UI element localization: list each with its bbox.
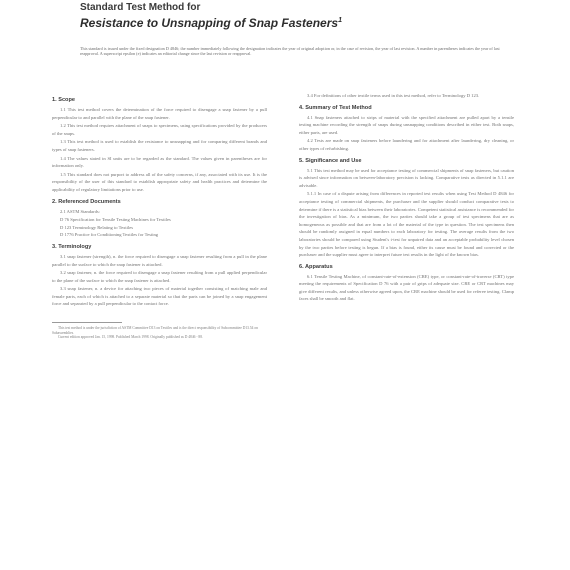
- paragraph: 1.2 This test method requires attachment of snaps to specimens, using specifications provided by the producers of the snaps.: [52, 123, 267, 136]
- paragraph: 5.1.1 In case of a dispute arising from differences in reported test results when using Test Method D 4846 for acceptance testing of commercial shipments, the purchaser and the supplier should conduct comparative tests to determine if there is a statistical bias between their laboratories. Competent statistical assistance is recommended for the investigation of bias. As a minimum, the two parties should take a group of test specimens that are as homogeneous as possible and that are from a lot of the material of the type in question. The test specimens then should be randomly assigned in equal numbers to each laboratory for testing. The average results from the two laboratories should be compared using Student's t-test for unpaired data and an acceptable probability level chosen by the two parties before testing is begun. If a bias is found, either its cause must be found and corrected or the purchaser and the supplier must agree to interpret future test results in the light of the known bias.: [299, 191, 514, 258]
- paragraph: 3.2 snap fastener, n. the force required to disengage a snap fastener resulting from a pull applied perpendicular to the plane of the surface to which the snap fastener is attached.: [52, 270, 267, 283]
- reference-item: D 123 Terminology Relating to Textiles: [60, 224, 134, 230]
- document-title: [80, 13, 500, 31]
- paragraph: 6.1 Tensile Testing Machine, of constant-rate-of-extension (CRE) type, or constant-rate-of-traverse (CRT) type meeting the requirements of Specification D 76 with a pair of grips of adequate size. CRE or CRT machines may give different results, and unless otherwise agreed upon, the CRE machine should be used for referee testing. Clamp faces shall be smooth and flat.: [299, 273, 514, 302]
- footnote: This test method is under the jurisdiction of ASTM Committee D13 on Textiles and is the direct responsibility of Subcommittee D13.54 on Subassemblies.: [52, 326, 258, 335]
- paragraph: 2.1 ASTM Standards:: [60, 208, 100, 214]
- paragraph: 3.4 For definitions of other textile terms used in this test method, refer to Terminology D 123.: [307, 93, 480, 98]
- paragraph: 3.3 snap fastener, n. a device for attaching two pieces of material together consisting of matching male and female parts, each of which is attached to a separate material so that the parts can be joined by a snap engagement force and separated by a pull perpendicular to the contact force.: [52, 286, 267, 307]
- left-column: [52, 92, 267, 566]
- right-column: [299, 92, 514, 566]
- paragraph: 4.2 Tests are made on snap fasteners before laundering and for attachment after laundering, dry cleaning, or other types of refurbishing.: [299, 138, 514, 151]
- section-heading: 3. Terminology: [52, 243, 92, 250]
- title-block: [80, 2, 500, 31]
- document-title-text: Resistance to Unsnapping of Snap Fasteners: [80, 16, 339, 30]
- section-heading: 6. Apparatus: [299, 263, 333, 270]
- reference-item: D 76 Specification for Tensile Testing Machines for Textiles: [60, 217, 171, 223]
- reference-item: D 1776 Practice for Conditioning Textiles for Testing: [60, 232, 159, 238]
- footnote: Current edition approved Jan. 15, 1998. Published March 1998. Originally published as D 4846 - 88.: [58, 335, 203, 340]
- section-heading: 5. Significance and Use: [299, 157, 362, 164]
- paragraph: 1.4 The values stated in SI units are to be regarded as the standard. The values given in parentheses are for information only.: [52, 155, 267, 169]
- paragraph: 1.1 This test method covers the determination of the force required to disengage a snap fastener by a pull perpendicular to and parallel with the plane of the snap fastener.: [52, 107, 267, 120]
- section-heading: 4. Summary of Test Method: [299, 104, 372, 111]
- section-heading: 1. Scope: [52, 97, 76, 103]
- section-heading: 2. Referenced Documents: [52, 198, 121, 205]
- title-footnote-mark: 1: [338, 17, 342, 24]
- paragraph: 1.3 This test method is used to establish the resistance to unsnapping and for comparing different brands and types of snap fasteners.: [52, 139, 267, 152]
- footnote-rule: [52, 322, 122, 323]
- paragraph: 3.1 snap fastener (strength), n. the force required to disengage a snap fastener resulting from a pull in the plane parallel to the surface to which the snap fastener is attached.: [52, 253, 267, 267]
- paragraph: 4.1 Snap fasteners attached to strips of material with the specified attachment are pulled apart by a tensile testing machine recording the strength of snaps during unsnapping conditions described in either test. Both snaps, either parts, are used.: [299, 114, 514, 135]
- designation-note: This standard is issued under the fixed designation D 4846; the number immediately following the designation indicates the year of original adoption or, in the case of revision, the year of last revision. A number in parentheses indicates the year of last reapproval. A superscript epsilon (e) indicates an editorial change since the last revision or reapproval.: [80, 46, 500, 57]
- paragraph: 5.1 This test method may be used for acceptance testing of commercial shipments of snap fasteners, but caution is advised since information on between-laboratory precision is lacking. Comparative tests as directed in 5.1.1 are advisable.: [299, 167, 514, 188]
- title-designation: Standard Test Method for: [80, 2, 201, 13]
- paragraph: 1.5 This standard does not purport to address all of the safety concerns, if any, associated with its use. It is the responsibility of the user of this standard to establish appropriate safety and health practices and determine the applicability of regulatory limitations prior to use.: [52, 171, 267, 192]
